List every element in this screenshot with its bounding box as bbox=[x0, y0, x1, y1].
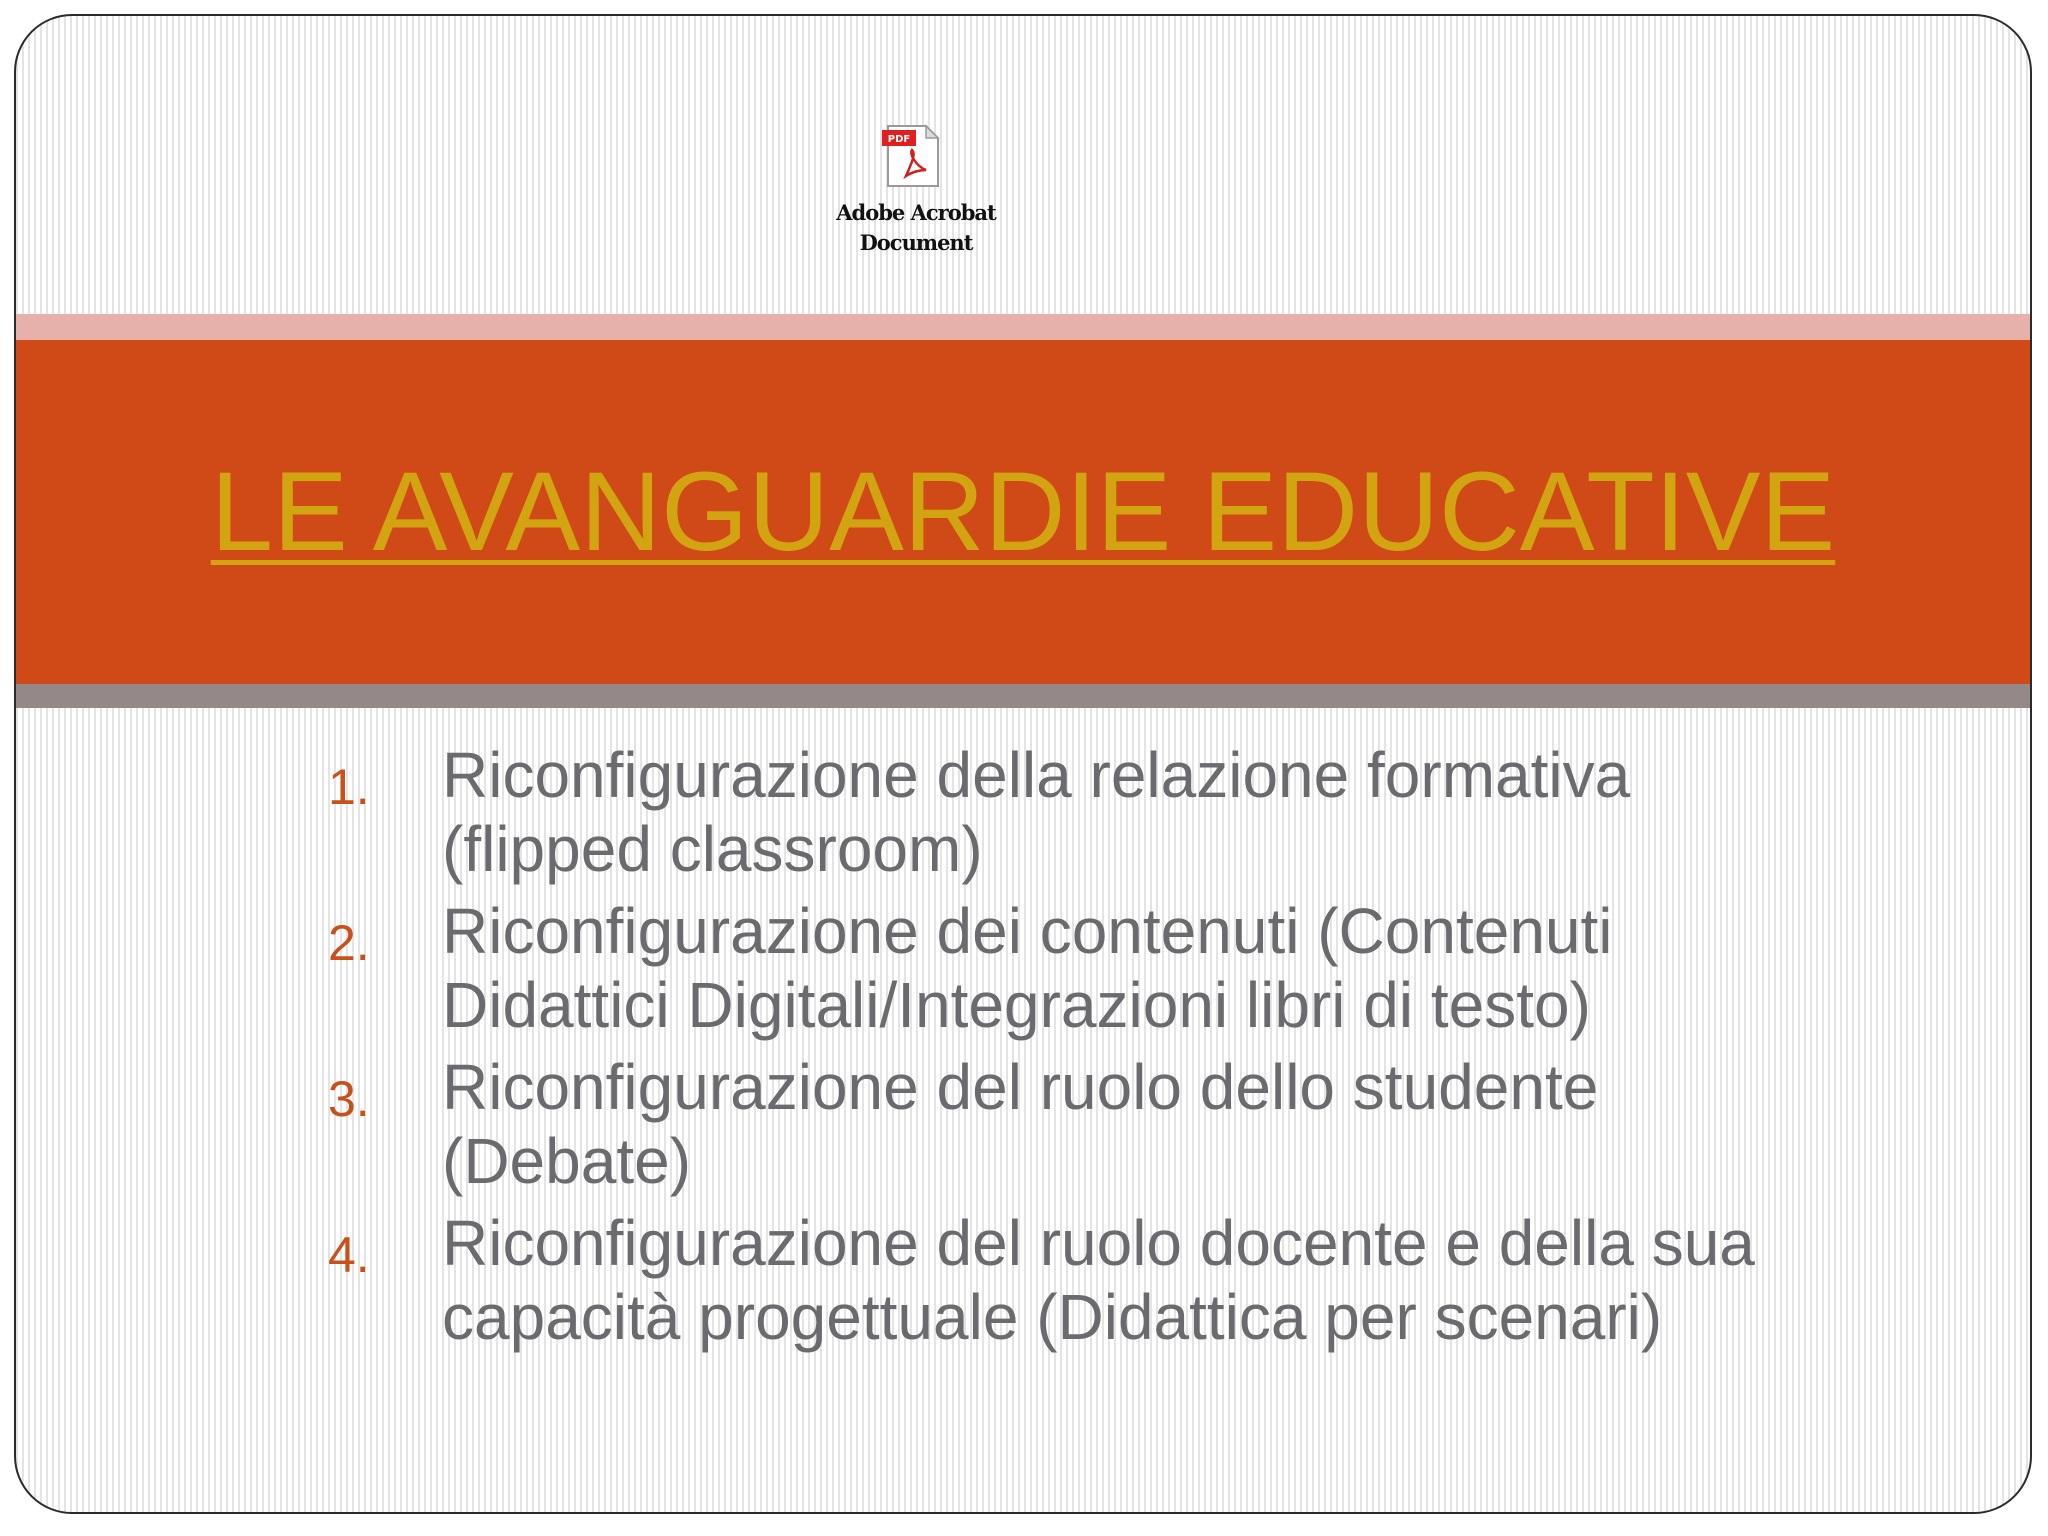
pdf-document-icon bbox=[882, 124, 942, 188]
list-item bbox=[306, 1050, 1766, 1198]
slide bbox=[14, 14, 2032, 1514]
list-item-number: 2. bbox=[328, 915, 370, 971]
pdf-caption-line2: Document bbox=[859, 230, 973, 255]
title-band-bottom-stripe bbox=[16, 684, 2030, 708]
svg-text:PDF: PDF bbox=[887, 134, 911, 145]
list-item bbox=[306, 894, 1766, 1042]
list-item bbox=[306, 1206, 1766, 1354]
list-item-number: 3. bbox=[328, 1071, 370, 1127]
list-item-text: Riconfigurazione del ruolo dello studente (Debate) bbox=[442, 1051, 1599, 1197]
slide-title[interactable]: LE AVANGUARDIE EDUCATIVE bbox=[210, 449, 1836, 574]
list-item-number: 1. bbox=[328, 759, 370, 815]
pdf-caption bbox=[806, 198, 1026, 258]
pdf-caption-line1: Adobe Acrobat bbox=[836, 200, 996, 225]
title-band-top-stripe bbox=[16, 314, 2030, 340]
list-item-text: Riconfigurazione dei contenuti (Contenuti Didattici Digitali/Integrazioni libri di testo) bbox=[442, 895, 1613, 1041]
embedded-pdf-object[interactable] bbox=[806, 106, 1026, 266]
list-item bbox=[306, 738, 1766, 886]
list-item-number: 4. bbox=[328, 1227, 370, 1283]
list-item-text: Riconfigurazione della relazione formativa (flipped classroom) bbox=[442, 739, 1631, 885]
list-item-text: Riconfigurazione del ruolo docente e della sua capacità progettuale (Didattica per scenari) bbox=[442, 1207, 1755, 1353]
numbered-list bbox=[306, 738, 1766, 1362]
